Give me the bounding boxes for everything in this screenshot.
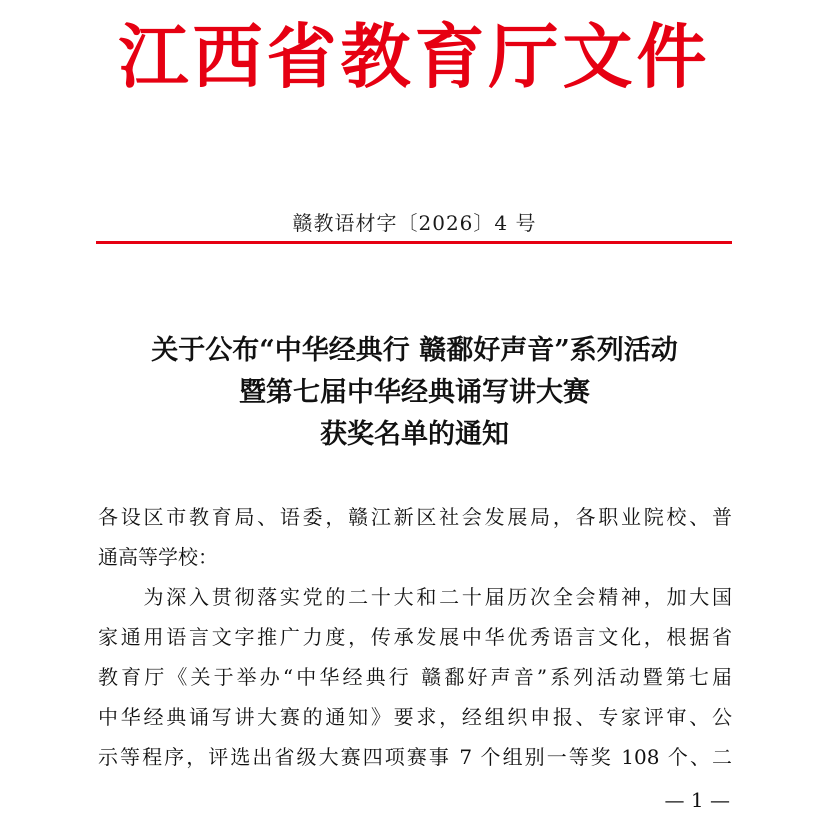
body-line-6: 中华经典诵写讲大赛的通知》要求，经组织申报、专家评审、公 xyxy=(98,705,732,729)
notice-body xyxy=(98,497,732,777)
document-number: 赣教语材字〔2026〕4 号 xyxy=(292,211,537,235)
body-line-5: 教育厅《关于举办“中华经典行 赣鄱好声音”系列活动暨第七届 xyxy=(98,665,732,689)
title-line-1: 关于公布“中华经典行 赣鄱好声音”系列活动 xyxy=(151,335,678,366)
title-line-2: 暨第七届中华经典诵写讲大赛 xyxy=(239,377,590,408)
title-line-3: 获奖名单的通知 xyxy=(320,419,509,450)
body-line-4: 家通用语言文字推广力度，传承发展中华优秀语言文化，根据省 xyxy=(98,625,732,649)
body-line-addressee-2: 通高等学校： xyxy=(98,545,218,569)
notice-title xyxy=(70,330,759,456)
body-line-7: 示等程序，评选出省级大赛四项赛事 7 个组别一等奖 108 个、二 xyxy=(98,745,732,769)
body-line-addressee-1: 各设区市教育局、语委，赣江新区社会发展局，各职业院校、普 xyxy=(98,505,732,529)
body-line-3: 为深入贯彻落实党的二十大和二十届历次全会精神，加大国 xyxy=(98,585,732,609)
masthead-title: 江西省教育厅文件 xyxy=(118,15,711,98)
page-number: — 1 — xyxy=(664,788,730,812)
red-separator-line xyxy=(96,241,732,244)
